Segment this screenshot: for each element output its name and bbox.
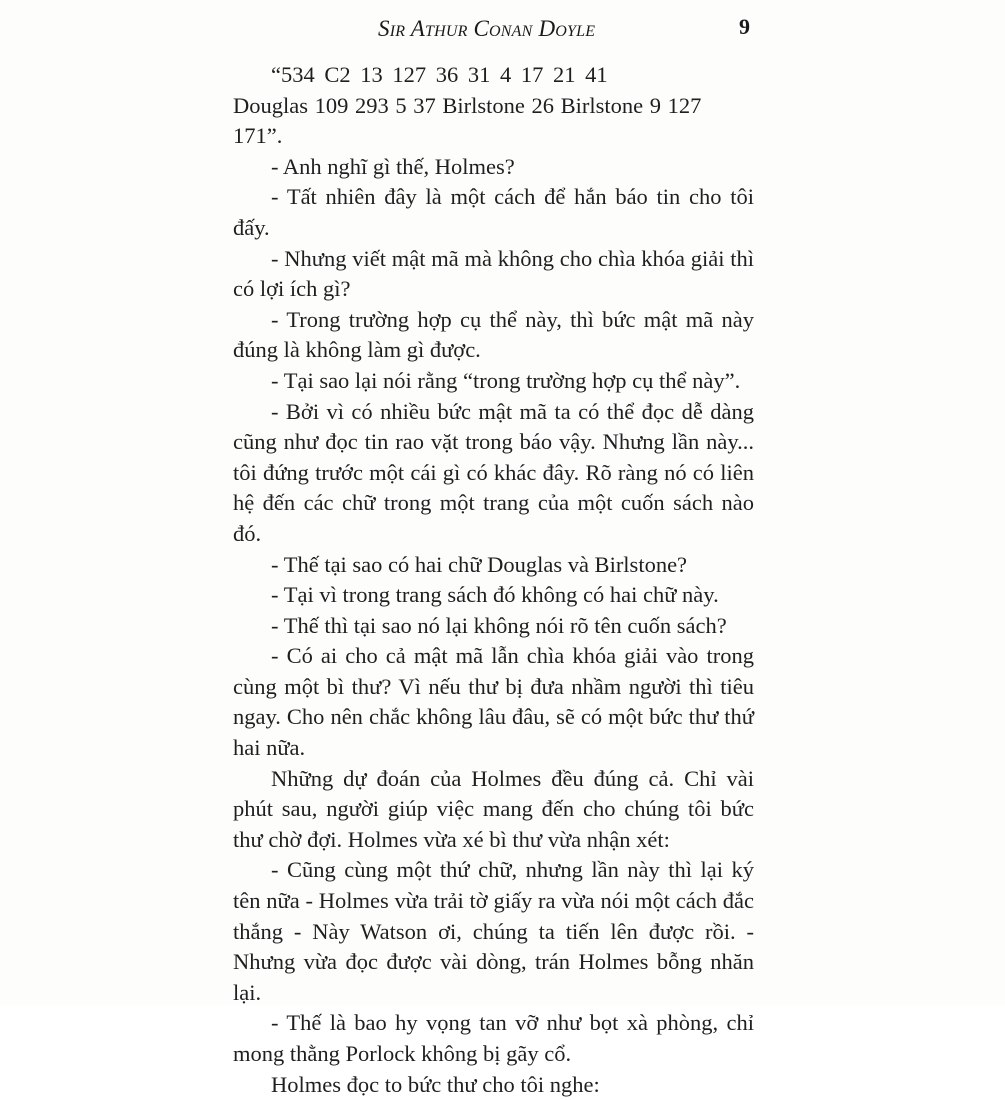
cipher-line-2: Douglas 109 293 5 37 Birlstone 26 Birlstone 9 127 171”. bbox=[233, 92, 702, 149]
cipher-line-1: “534 C2 13 127 36 31 4 17 21 41 bbox=[271, 62, 608, 87]
running-header-title: Sir Athur Conan Doyle bbox=[378, 16, 596, 41]
dialogue-paragraph: - Thế thì tại sao nó lại không nói rõ tên cuốn sách? bbox=[271, 612, 727, 638]
dialogue-paragraph: - Nhưng viết mật mã mà không cho chìa khóa giải thì có lợi ích gì? bbox=[233, 245, 754, 302]
narrative-paragraph: Holmes đọc to bức thư cho tôi nghe: bbox=[271, 1071, 600, 1097]
dialogue-paragraph: - Có ai cho cả mật mã lẫn chìa khóa giải vào trong cùng một bì thư? Vì nếu thư bị đưa nhầm người thì tiêu ngay. Cho nên chắc không lâu đâu, sẽ có một bức thư thứ hai nữa. bbox=[233, 643, 754, 761]
dialogue-paragraph: - Cũng cùng một thứ chữ, nhưng lần này thì lại ký tên nữa - Holmes vừa trải tờ giấy ra vừa nói một cách đắc thắng - Này Watson ơi, chúng ta tiến lên được rồi. - Nhưng vừa đọc được vài dòng, trán Holmes bỗng nhăn lại. bbox=[233, 857, 754, 1005]
dialogue-paragraph: - Thế là bao hy vọng tan vỡ như bọt xà phòng, chỉ mong thằng Porlock không bị gãy cổ. bbox=[233, 1010, 754, 1066]
dialogue-paragraph: - Tất nhiên đây là một cách để hắn báo tin cho tôi đấy. bbox=[233, 184, 754, 240]
page-number: 9 bbox=[739, 14, 750, 39]
narrative-paragraph: Những dự đoán của Holmes đều đúng cả. Chỉ vài phút sau, người giúp việc mang đến cho chúng tôi bức thư chờ đợi. Holmes vừa xé bì thư vừa nhận xét: bbox=[233, 765, 754, 852]
dialogue-paragraph: - Tại vì trong trang sách đó không có hai chữ này. bbox=[271, 582, 719, 608]
page-body bbox=[233, 60, 754, 1100]
dialogue-paragraph: - Bởi vì có nhiều bức mật mã ta có thể đọc dễ dàng cũng như đọc tin rao vặt trong báo vậy. Nhưng lần này... tôi đứng trước một cái gì có khác đây. Rõ ràng nó có liên hệ đến các chữ trong một trang của một cuốn sách nào đó. bbox=[233, 398, 754, 546]
dialogue-paragraph: - Tại sao lại nói rằng “trong trường hợp cụ thể này”. bbox=[271, 367, 741, 393]
dialogue-paragraph: - Thế tại sao có hai chữ Douglas và Birlstone? bbox=[271, 551, 688, 577]
dialogue-paragraph: - Anh nghĩ gì thế, Holmes? bbox=[271, 153, 515, 179]
dialogue-paragraph: - Trong trường hợp cụ thể này, thì bức mật mã này đúng là không làm gì được. bbox=[233, 306, 754, 363]
